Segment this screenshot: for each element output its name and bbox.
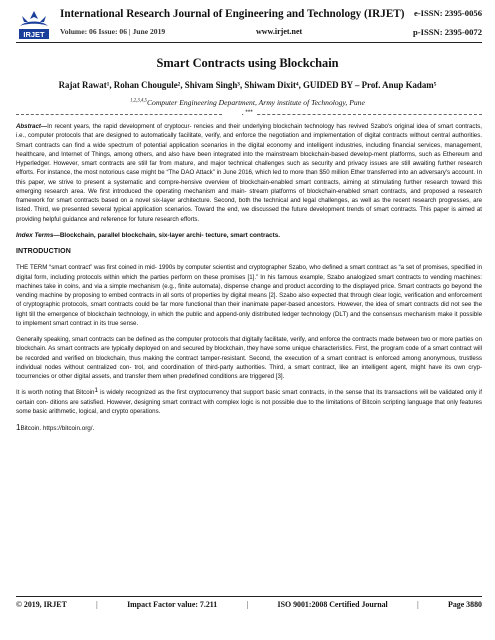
p-issn: p-ISSN: 2395-0072 — [413, 27, 482, 37]
footer-separator: | — [246, 600, 249, 609]
footnote-number: 1 — [16, 423, 21, 432]
journal-title: International Research Journal of Engineering and Technology (IRJET) — [60, 8, 405, 20]
separator-line-right — [242, 114, 482, 115]
abstract-label: Abstract— — [16, 123, 48, 130]
e-issn: e-ISSN: 2395-0056 — [413, 8, 482, 18]
intro-paragraph-1: THE TERM “smart contract” was first coined in mid- 1990s by computer scientist and cryptographer Szabo, who defined a smart contract as “a set of promises, specified in digital form, including protocols within which the parties perform on these promises [1].” In his famous example, Szabo analogized smart contracts to vending machines: machines take in coins, and via a simple mechanism (e.g., finite automata), dispense change and product according to the displayed price. Smart contracts go beyond the vending machine by proposing to embed contracts in all sorts of properties by digital means [2]. Szabo also expected that through clear logic, verification and enforcement of cryptographic protocols, smart contracts could be far more functional than their inanimate paper-based ancestors. However, the idea of smart contracts did not see the light till the emergence of blockchain technology, in which the public and append-only distributed ledger technology (DLT) and the consensus mechanism make it possible to implement smart contract in its true sense. — [16, 264, 482, 327]
footer-copyright: © 2019, IRJET — [16, 600, 67, 609]
footnote — [16, 423, 482, 433]
index-terms-text: —Blockchain, parallel blockchain, six-layer archi- tecture, smart contracts. — [53, 231, 281, 239]
index-terms-label: Index Terms — [16, 231, 54, 239]
header-divider — [16, 42, 482, 43]
intro-paragraph-3 — [16, 388, 482, 416]
footnote-text[interactable]: Bitcoin. https://bitcoin.org/. — [20, 425, 95, 432]
footer-separator: | — [96, 600, 98, 609]
introduction-heading: INTRODUCTION — [16, 248, 71, 255]
footer-separator: | — [417, 600, 419, 609]
footer-iso: ISO 9001:2008 Certified Journal — [277, 600, 388, 609]
paper-body — [16, 122, 482, 440]
footer-divider — [16, 596, 482, 597]
affiliation-superscript: 1,2,3,4,5 — [130, 98, 147, 104]
logo-text: IRJET — [23, 30, 45, 39]
affiliation-text: Computer Engineering Department, Army institute of Technology, Pune — [146, 98, 365, 107]
irjet-logo — [16, 10, 52, 40]
abstract-text: In recent years, the rapid development of cryptocur- rencies and their underlying blockchain technology has revived Szabo's original idea of smart contracts, i.e., computer protocols that are designed to automatically facilitate, verify, and enforce the negotiation and implementation of digital contracts without central authorities. Smart contracts can find a wide spectrum of potential application scenarios in the digital economy and intelligent industries, including financial services, management, healthcare, and Internet of Things, among others, and also have been integrated into the mainstream blockchain-based develop-ment platforms, such as Ethereum and Hyperledger. However, smart contracts are still far from mature, and major technical challenges such as security and privacy issues are still awaiting further research efforts. For instance, the most notorious case might be “The DAO Attack” in June 2016, which led to more than $50 million Ether transferred into an adversary's account. In this paper, we strive to present a systematic and compre-hensive overview of blockchain-enabled smart contracts, aiming at stimulating further research toward this emerging research area. We first introduced the operating mechanism and main- stream platforms of blockchain-enabled smart contracts, and proposed a research framework for smart contracts based on a novel six-layer architecture. Second, both the technical and legal challenges, as well as the recent research progresses, are listed. Third, we presented several typical application scenarios. Toward the end, we discussed the future development trends of smart contracts. This paper is aimed at providing helpful guidance and reference for future research efforts. — [16, 123, 482, 223]
footnote-ref[interactable]: 1 — [94, 387, 99, 395]
footer-impact-factor: Impact Factor value: 7.211 — [127, 600, 218, 609]
section-separator — [16, 110, 482, 118]
para3-text-b: is widely recognized as the first cryptocurrency that support basic smart contracts, in the sense that its transactions will be validated only if certain con- ditions are satisfied. However, designing smart contract with complex logic is not possible due to the limitations of Bitcoin scripting language that only features some basic arithmetic, logical, and crypto operations. — [16, 389, 482, 415]
journal-footer — [16, 600, 482, 609]
separator-stars: *** — [245, 109, 253, 116]
paper-affiliation — [0, 98, 495, 107]
paper-authors: Rajat Rawat¹, Rohan Chougule², Shivam Singh³, Shiwam Dixit⁴, GUIDED BY – Prof. Anup Kadam⁵ — [58, 80, 437, 90]
journal-website-link[interactable]: www.irjet.net — [256, 27, 303, 36]
separator-line-left — [16, 114, 222, 115]
intro-paragraph-2: Generally speaking, smart contracts can be defined as the computer protocols that digitally facilitate, verify, and enforce the contracts made between two or more parties on blockchain. As smart contracts are typically deployed on and secured by blockchain, they have some unique characteristics. First, the program code of a smart contract will be recorded and verified on blockchain, thus making the contract tamper-resistant. Second, the execution of a smart contract is enforced among anonymous, trustless individual nodes without centralized con- trol, and coordination of third-party authorities. Third, a smart contract, like an intelligent agent, might have its own cryp- tocurrencies or other digital assets, and transfer them when predefined conditions are triggered [3]. — [16, 336, 482, 380]
paper-title: Smart Contracts using Blockchain — [156, 56, 339, 70]
index-terms — [16, 231, 482, 240]
footer-page-number: Page 3880 — [448, 600, 482, 609]
journal-header — [16, 8, 482, 42]
volume-issue: Volume: 06 Issue: 06 | June 2019 — [60, 27, 166, 36]
para3-text-a: It is worth noting that Bitcoin — [16, 389, 95, 397]
abstract — [16, 122, 482, 224]
